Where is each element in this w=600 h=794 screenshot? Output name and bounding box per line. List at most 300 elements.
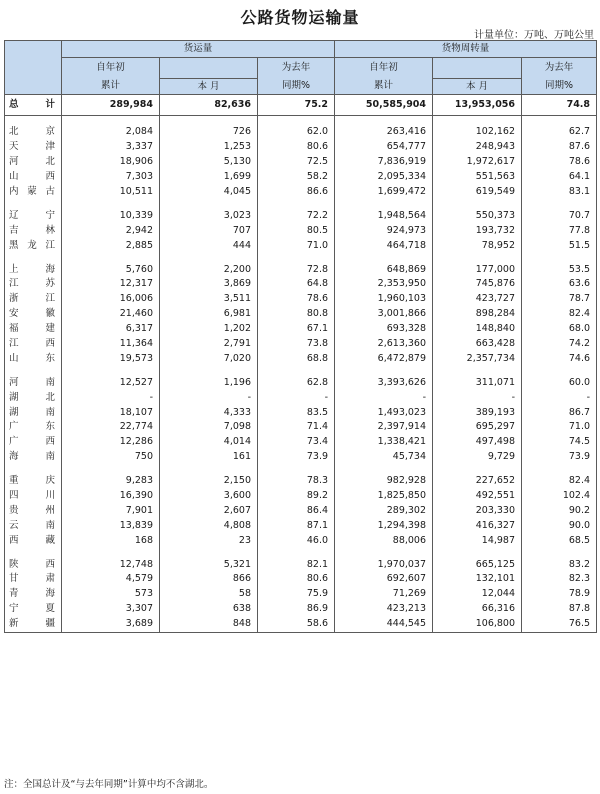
volume-ytd-cell: 289,984 xyxy=(62,95,160,116)
volume-month-cell: 2,607 xyxy=(160,503,258,518)
freight-turnover-header: 货物周转量 xyxy=(335,41,597,58)
group-spacer xyxy=(5,253,597,262)
turnover-month-cell: 497,498 xyxy=(433,435,522,450)
turnover-yoy-cell: 90.0 xyxy=(522,518,597,533)
turnover-yoy-cell: 74.2 xyxy=(522,337,597,352)
volume-month-header-top xyxy=(160,58,258,79)
region-name: 甘肃 xyxy=(5,572,62,587)
volume-month-cell: 2,200 xyxy=(160,262,258,277)
volume-month-cell: 2,150 xyxy=(160,474,258,489)
volume-yoy-cell: 71.4 xyxy=(258,420,335,435)
turnover-month-cell: 745,876 xyxy=(433,277,522,292)
turnover-month-cell: - xyxy=(433,390,522,405)
spacer-cell xyxy=(335,548,433,557)
turnover-ytd-cell: 693,328 xyxy=(335,322,433,337)
turnover-yoy-cell: 78.7 xyxy=(522,292,597,307)
turnover-ytd-cell: 1,294,398 xyxy=(335,518,433,533)
volume-ytd-cell: 12,748 xyxy=(62,557,160,572)
volume-yoy-cell: 86.4 xyxy=(258,503,335,518)
turnover-ytd-cell: 263,416 xyxy=(335,125,433,140)
volume-yoy-cell: 82.1 xyxy=(258,557,335,572)
turnover-month-cell: 551,563 xyxy=(433,170,522,185)
table-row xyxy=(5,223,597,238)
table-row xyxy=(5,155,597,170)
volume-ytd-cell: 11,364 xyxy=(62,337,160,352)
turnover-ytd-cell: 1,960,103 xyxy=(335,292,433,307)
turnover-ytd-cell: 45,734 xyxy=(335,450,433,465)
table-row xyxy=(5,125,597,140)
table-row xyxy=(5,602,597,617)
turnover-ytd-cell: 464,718 xyxy=(335,238,433,253)
volume-month-cell: 707 xyxy=(160,223,258,238)
volume-month-cell: 6,981 xyxy=(160,307,258,322)
turnover-ytd-cell: 1,699,472 xyxy=(335,185,433,200)
volume-ytd-cell: 12,317 xyxy=(62,277,160,292)
spacer-cell xyxy=(522,116,597,126)
volume-ytd-cell: 6,317 xyxy=(62,322,160,337)
volume-month-cell: 3,511 xyxy=(160,292,258,307)
turnover-month-cell: 663,428 xyxy=(433,337,522,352)
volume-ytd-cell: 2,885 xyxy=(62,238,160,253)
turnover-month-cell: 66,316 xyxy=(433,602,522,617)
volume-ytd-cell: 18,107 xyxy=(62,405,160,420)
spacer-cell xyxy=(433,366,522,375)
volume-yoy-cell: 58.6 xyxy=(258,617,335,632)
table-body xyxy=(5,95,597,633)
region-name: 宁夏 xyxy=(5,602,62,617)
footnote: 注：全国总计及“与去年同期”计算中均不含湖北。 xyxy=(4,779,214,790)
turnover-ytd-cell: 1,825,850 xyxy=(335,489,433,504)
turnover-month-cell: 416,327 xyxy=(433,518,522,533)
turnover-month-header: 本 月 xyxy=(433,79,522,95)
volume-month-cell: 4,045 xyxy=(160,185,258,200)
region-name: 海南 xyxy=(5,450,62,465)
turnover-ytd-cell: 692,607 xyxy=(335,572,433,587)
group-spacer xyxy=(5,465,597,474)
turnover-ytd-cell: 423,213 xyxy=(335,602,433,617)
turnover-yoy-cell: 82.4 xyxy=(522,474,597,489)
spacer-cell xyxy=(335,366,433,375)
volume-yoy-cell: 80.5 xyxy=(258,223,335,238)
volume-ytd-cell: 10,511 xyxy=(62,185,160,200)
table-row xyxy=(5,277,597,292)
volume-ytd-header-line1: 自年初 xyxy=(62,58,160,79)
volume-yoy-cell: 86.6 xyxy=(258,185,335,200)
spacer-cell xyxy=(522,465,597,474)
table-row xyxy=(5,390,597,405)
turnover-yoy-cell: 82.3 xyxy=(522,572,597,587)
group-spacer xyxy=(5,548,597,557)
turnover-ytd-cell: 654,777 xyxy=(335,140,433,155)
turnover-yoy-cell: 76.5 xyxy=(522,617,597,632)
turnover-ytd-cell: 3,001,866 xyxy=(335,307,433,322)
region-name: 天津 xyxy=(5,140,62,155)
volume-ytd-cell: 19,573 xyxy=(62,351,160,366)
turnover-ytd-cell: 6,472,879 xyxy=(335,351,433,366)
volume-month-header: 本 月 xyxy=(160,79,258,95)
table-row xyxy=(5,262,597,277)
table-row xyxy=(5,474,597,489)
turnover-yoy-cell: 63.6 xyxy=(522,277,597,292)
volume-month-cell: 1,202 xyxy=(160,322,258,337)
spacer-cell xyxy=(433,199,522,208)
spacer-cell xyxy=(160,253,258,262)
region-name: 福建 xyxy=(5,322,62,337)
table-row xyxy=(5,435,597,450)
volume-yoy-cell: 80.6 xyxy=(258,572,335,587)
spacer-cell xyxy=(335,116,433,126)
unit-label: 计量单位：万吨、万吨公里 xyxy=(474,30,594,41)
table-row xyxy=(5,351,597,366)
region-name: 黑龙江 xyxy=(5,238,62,253)
region-name: 吉林 xyxy=(5,223,62,238)
region-name: 河南 xyxy=(5,375,62,390)
turnover-yoy-cell: 51.5 xyxy=(522,238,597,253)
turnover-yoy-header-line2: 同期% xyxy=(522,79,597,95)
spacer-cell xyxy=(433,548,522,557)
turnover-ytd-cell: 71,269 xyxy=(335,587,433,602)
table-row xyxy=(5,557,597,572)
turnover-ytd-cell: 2,397,914 xyxy=(335,420,433,435)
spacer-cell xyxy=(258,366,335,375)
volume-month-cell: 848 xyxy=(160,617,258,632)
turnover-yoy-cell: 70.7 xyxy=(522,208,597,223)
turnover-ytd-cell: 50,585,904 xyxy=(335,95,433,116)
volume-month-cell: 7,098 xyxy=(160,420,258,435)
volume-ytd-cell: 16,006 xyxy=(62,292,160,307)
table-row xyxy=(5,292,597,307)
table-row xyxy=(5,533,597,548)
turnover-yoy-cell: 71.0 xyxy=(522,420,597,435)
turnover-month-cell: 695,297 xyxy=(433,420,522,435)
volume-yoy-cell: 64.8 xyxy=(258,277,335,292)
volume-month-cell: 5,321 xyxy=(160,557,258,572)
volume-yoy-cell: 62.0 xyxy=(258,125,335,140)
turnover-ytd-cell: 1,970,037 xyxy=(335,557,433,572)
volume-ytd-cell: 10,339 xyxy=(62,208,160,223)
volume-ytd-cell: 3,307 xyxy=(62,602,160,617)
spacer-cell xyxy=(5,253,62,262)
turnover-yoy-cell: 82.4 xyxy=(522,307,597,322)
spacer-cell xyxy=(160,116,258,126)
turnover-yoy-cell: 90.2 xyxy=(522,503,597,518)
spacer-cell xyxy=(5,548,62,557)
region-name: 辽宁 xyxy=(5,208,62,223)
spacer-cell xyxy=(160,465,258,474)
turnover-month-cell: 619,549 xyxy=(433,185,522,200)
turnover-month-cell: 550,373 xyxy=(433,208,522,223)
volume-yoy-header-line1: 为去年 xyxy=(258,58,335,79)
spacer-cell xyxy=(5,116,62,126)
spacer-cell xyxy=(522,199,597,208)
spacer-cell xyxy=(62,548,160,557)
spacer-cell xyxy=(335,253,433,262)
spacer-cell xyxy=(160,548,258,557)
volume-yoy-cell: 72.2 xyxy=(258,208,335,223)
volume-yoy-cell: 46.0 xyxy=(258,533,335,548)
volume-month-cell: 4,014 xyxy=(160,435,258,450)
turnover-ytd-header-line1: 自年初 xyxy=(335,58,433,79)
spacer-cell xyxy=(62,253,160,262)
region-name: 湖南 xyxy=(5,405,62,420)
turnover-month-cell: 9,729 xyxy=(433,450,522,465)
volume-ytd-cell: 12,527 xyxy=(62,375,160,390)
turnover-ytd-cell: 289,302 xyxy=(335,503,433,518)
table-row xyxy=(5,208,597,223)
turnover-ytd-cell: 88,006 xyxy=(335,533,433,548)
turnover-yoy-cell: 53.5 xyxy=(522,262,597,277)
turnover-month-cell: 227,652 xyxy=(433,474,522,489)
turnover-month-cell: 132,101 xyxy=(433,572,522,587)
volume-ytd-cell: 12,286 xyxy=(62,435,160,450)
volume-month-cell: 1,196 xyxy=(160,375,258,390)
turnover-yoy-cell: 68.5 xyxy=(522,533,597,548)
region-name: 陕西 xyxy=(5,557,62,572)
spacer-cell xyxy=(5,199,62,208)
volume-month-cell: 23 xyxy=(160,533,258,548)
volume-yoy-header-line2: 同期% xyxy=(258,79,335,95)
turnover-ytd-cell: 1,948,564 xyxy=(335,208,433,223)
volume-month-cell: 58 xyxy=(160,587,258,602)
turnover-yoy-cell: 74.8 xyxy=(522,95,597,116)
turnover-ytd-cell: 444,545 xyxy=(335,617,433,632)
turnover-yoy-cell: 74.6 xyxy=(522,351,597,366)
spacer-cell xyxy=(258,548,335,557)
turnover-yoy-cell: 86.7 xyxy=(522,405,597,420)
turnover-yoy-cell: 87.6 xyxy=(522,140,597,155)
volume-yoy-cell: 72.5 xyxy=(258,155,335,170)
volume-ytd-cell: 750 xyxy=(62,450,160,465)
turnover-month-cell: 389,193 xyxy=(433,405,522,420)
turnover-ytd-cell: 7,836,919 xyxy=(335,155,433,170)
turnover-ytd-cell: - xyxy=(335,390,433,405)
region-header xyxy=(5,41,62,95)
turnover-month-cell: 1,972,617 xyxy=(433,155,522,170)
turnover-month-header-top xyxy=(433,58,522,79)
table-row xyxy=(5,238,597,253)
volume-yoy-cell: 80.6 xyxy=(258,140,335,155)
turnover-yoy-cell: 64.1 xyxy=(522,170,597,185)
volume-month-cell: 2,791 xyxy=(160,337,258,352)
turnover-ytd-header-line2: 累计 xyxy=(335,79,433,95)
volume-month-cell: 1,253 xyxy=(160,140,258,155)
volume-month-cell: 4,333 xyxy=(160,405,258,420)
turnover-month-cell: 492,551 xyxy=(433,489,522,504)
turnover-yoy-cell: 83.2 xyxy=(522,557,597,572)
turnover-month-cell: 423,727 xyxy=(433,292,522,307)
volume-month-cell: 7,020 xyxy=(160,351,258,366)
volume-ytd-cell: 4,579 xyxy=(62,572,160,587)
volume-yoy-cell: 78.3 xyxy=(258,474,335,489)
volume-yoy-cell: 78.6 xyxy=(258,292,335,307)
volume-yoy-cell: 68.8 xyxy=(258,351,335,366)
volume-month-cell: 726 xyxy=(160,125,258,140)
region-name: 贵州 xyxy=(5,503,62,518)
volume-ytd-cell: 13,839 xyxy=(62,518,160,533)
region-name: 江苏 xyxy=(5,277,62,292)
turnover-ytd-cell: 1,338,421 xyxy=(335,435,433,450)
volume-yoy-cell: 86.9 xyxy=(258,602,335,617)
volume-month-cell: 5,130 xyxy=(160,155,258,170)
table-row xyxy=(5,420,597,435)
turnover-yoy-cell: 83.1 xyxy=(522,185,597,200)
turnover-ytd-cell: 1,493,023 xyxy=(335,405,433,420)
region-name: 重庆 xyxy=(5,474,62,489)
table-row xyxy=(5,450,597,465)
volume-yoy-cell: 87.1 xyxy=(258,518,335,533)
table-row xyxy=(5,337,597,352)
spacer-cell xyxy=(522,253,597,262)
volume-yoy-cell: - xyxy=(258,390,335,405)
turnover-yoy-cell: - xyxy=(522,390,597,405)
table-row xyxy=(5,617,597,632)
spacer-cell xyxy=(258,116,335,126)
volume-yoy-cell: 73.4 xyxy=(258,435,335,450)
volume-yoy-cell: 75.9 xyxy=(258,587,335,602)
volume-yoy-cell: 89.2 xyxy=(258,489,335,504)
table-row xyxy=(5,375,597,390)
group-spacer xyxy=(5,366,597,375)
turnover-month-cell: 13,953,056 xyxy=(433,95,522,116)
turnover-month-cell: 12,044 xyxy=(433,587,522,602)
region-name: 北京 xyxy=(5,125,62,140)
table-row xyxy=(5,170,597,185)
spacer-cell xyxy=(160,199,258,208)
table-row xyxy=(5,405,597,420)
region-name: 云南 xyxy=(5,518,62,533)
table-row xyxy=(5,572,597,587)
volume-month-cell: 161 xyxy=(160,450,258,465)
volume-ytd-cell: 2,942 xyxy=(62,223,160,238)
spacer-cell xyxy=(335,465,433,474)
group-spacer xyxy=(5,199,597,208)
volume-ytd-cell: 21,460 xyxy=(62,307,160,322)
region-name: 内蒙古 xyxy=(5,185,62,200)
turnover-month-cell: 78,952 xyxy=(433,238,522,253)
volume-ytd-cell: 168 xyxy=(62,533,160,548)
volume-yoy-cell: 72.8 xyxy=(258,262,335,277)
turnover-month-cell: 311,071 xyxy=(433,375,522,390)
volume-month-cell: 4,808 xyxy=(160,518,258,533)
volume-ytd-cell: 7,901 xyxy=(62,503,160,518)
volume-yoy-cell: 73.8 xyxy=(258,337,335,352)
turnover-month-cell: 665,125 xyxy=(433,557,522,572)
freight-table xyxy=(4,40,597,633)
turnover-ytd-cell: 982,928 xyxy=(335,474,433,489)
volume-yoy-cell: 71.0 xyxy=(258,238,335,253)
volume-ytd-cell: 7,303 xyxy=(62,170,160,185)
volume-ytd-cell: 573 xyxy=(62,587,160,602)
turnover-ytd-cell: 2,613,360 xyxy=(335,337,433,352)
freight-volume-header: 货运量 xyxy=(62,41,335,58)
volume-yoy-cell: 75.2 xyxy=(258,95,335,116)
table-row xyxy=(5,322,597,337)
region-name: 四川 xyxy=(5,489,62,504)
region-name: 山东 xyxy=(5,351,62,366)
turnover-yoy-cell: 62.7 xyxy=(522,125,597,140)
volume-month-cell: 3,869 xyxy=(160,277,258,292)
spacer-cell xyxy=(433,116,522,126)
volume-month-cell: 1,699 xyxy=(160,170,258,185)
turnover-yoy-cell: 102.4 xyxy=(522,489,597,504)
turnover-month-cell: 14,987 xyxy=(433,533,522,548)
total-row xyxy=(5,95,597,116)
turnover-yoy-cell: 78.6 xyxy=(522,155,597,170)
table-row xyxy=(5,489,597,504)
page-title: 公路货物运输量 xyxy=(240,8,360,27)
spacer-cell xyxy=(258,199,335,208)
spacer-cell xyxy=(335,199,433,208)
table-header xyxy=(5,41,597,95)
spacer-cell xyxy=(62,465,160,474)
volume-month-cell: - xyxy=(160,390,258,405)
spacer-cell xyxy=(433,253,522,262)
table-row xyxy=(5,518,597,533)
volume-ytd-cell: 2,084 xyxy=(62,125,160,140)
volume-ytd-cell: 18,906 xyxy=(62,155,160,170)
volume-ytd-cell: 22,774 xyxy=(62,420,160,435)
turnover-ytd-cell: 3,393,626 xyxy=(335,375,433,390)
volume-yoy-cell: 80.8 xyxy=(258,307,335,322)
volume-yoy-cell: 58.2 xyxy=(258,170,335,185)
turnover-month-cell: 248,943 xyxy=(433,140,522,155)
turnover-month-cell: 106,800 xyxy=(433,617,522,632)
region-name: 青海 xyxy=(5,587,62,602)
turnover-month-cell: 203,330 xyxy=(433,503,522,518)
volume-month-cell: 3,600 xyxy=(160,489,258,504)
turnover-ytd-cell: 924,973 xyxy=(335,223,433,238)
spacer-cell xyxy=(5,465,62,474)
turnover-yoy-cell: 68.0 xyxy=(522,322,597,337)
volume-yoy-cell: 83.5 xyxy=(258,405,335,420)
region-name: 江西 xyxy=(5,337,62,352)
region-name: 总 计 xyxy=(5,95,62,116)
spacer-cell xyxy=(433,465,522,474)
group-spacer xyxy=(5,116,597,126)
turnover-yoy-cell: 74.5 xyxy=(522,435,597,450)
region-name: 西藏 xyxy=(5,533,62,548)
volume-ytd-cell: 5,760 xyxy=(62,262,160,277)
volume-ytd-cell: 9,283 xyxy=(62,474,160,489)
turnover-yoy-header-line1: 为去年 xyxy=(522,58,597,79)
spacer-cell xyxy=(62,199,160,208)
volume-month-cell: 82,636 xyxy=(160,95,258,116)
turnover-month-cell: 148,840 xyxy=(433,322,522,337)
spacer-cell xyxy=(258,465,335,474)
volume-yoy-cell: 67.1 xyxy=(258,322,335,337)
spacer-cell xyxy=(522,548,597,557)
table-row xyxy=(5,140,597,155)
volume-ytd-cell: 3,337 xyxy=(62,140,160,155)
turnover-yoy-cell: 60.0 xyxy=(522,375,597,390)
spacer-cell xyxy=(62,116,160,126)
region-name: 广西 xyxy=(5,435,62,450)
table-row xyxy=(5,307,597,322)
turnover-ytd-cell: 2,095,334 xyxy=(335,170,433,185)
region-name: 山西 xyxy=(5,170,62,185)
spacer-cell xyxy=(160,366,258,375)
volume-yoy-cell: 62.8 xyxy=(258,375,335,390)
turnover-ytd-cell: 2,353,950 xyxy=(335,277,433,292)
volume-ytd-cell: 16,390 xyxy=(62,489,160,504)
volume-month-cell: 3,023 xyxy=(160,208,258,223)
spacer-cell xyxy=(522,366,597,375)
volume-month-cell: 444 xyxy=(160,238,258,253)
table-row xyxy=(5,587,597,602)
turnover-yoy-cell: 77.8 xyxy=(522,223,597,238)
region-name: 浙江 xyxy=(5,292,62,307)
turnover-month-cell: 898,284 xyxy=(433,307,522,322)
